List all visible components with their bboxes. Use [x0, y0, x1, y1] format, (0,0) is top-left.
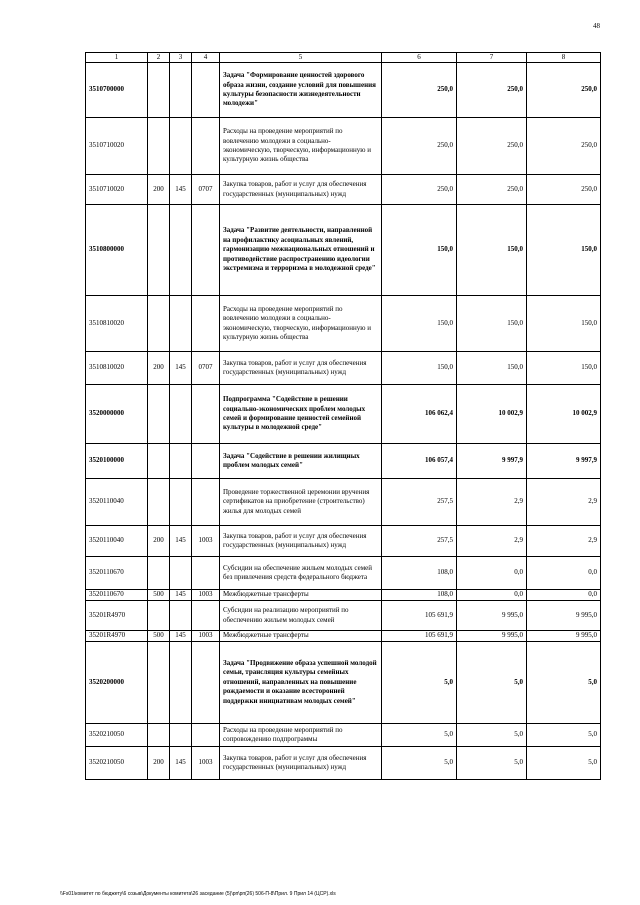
amount-2019-cell: 9 995,0: [457, 631, 527, 642]
description-cell: Закупка товаров, работ и услуг для обеспечения государственных (муниципальных) нужд: [220, 175, 382, 205]
description-cell: Закупка товаров, работ и услуг для обеспечения государственных (муниципальных) нужд: [220, 526, 382, 557]
description-cell: Межбюджетные трансферты: [220, 590, 382, 601]
table-header-row: [86, 53, 601, 63]
expense-type-cell: [148, 385, 170, 444]
expense-type-cell: 500: [148, 590, 170, 601]
expense-type-cell: [148, 444, 170, 479]
table-row: [86, 296, 601, 352]
amount-2020-cell: 250,0: [527, 63, 601, 118]
table-row: [86, 63, 601, 118]
amount-2018-cell: 5,0: [382, 747, 457, 780]
amount-2019-cell: 2,9: [457, 479, 527, 526]
amount-2018-cell: 150,0: [382, 296, 457, 352]
amount-2018-cell: 250,0: [382, 175, 457, 205]
administrator-cell: [170, 444, 192, 479]
code-cell: 3520000000: [86, 385, 148, 444]
page-number: 48: [593, 22, 600, 30]
expense-type-cell: [148, 63, 170, 118]
section-cell: [192, 385, 220, 444]
section-cell: [192, 63, 220, 118]
header-cell: 6: [382, 53, 457, 63]
description-cell: Субсидии на обеспечение жильем молодых семей без привлечения средств федерального бюджета: [220, 557, 382, 590]
amount-2020-cell: 250,0: [527, 175, 601, 205]
budget-table: [85, 52, 601, 780]
amount-2019-cell: 5,0: [457, 724, 527, 747]
amount-2019-cell: 10 002,9: [457, 385, 527, 444]
header-cell: 1: [86, 53, 148, 63]
section-cell: [192, 205, 220, 296]
table-row: [86, 444, 601, 479]
amount-2018-cell: 5,0: [382, 642, 457, 724]
administrator-cell: [170, 601, 192, 631]
code-cell: 3510710020: [86, 175, 148, 205]
administrator-cell: [170, 557, 192, 590]
description-cell: Задача "Развитие деятельности, направленной на профилактику асоциальных явлений, гармонизацию межнациональных отношений и противодействие распространению идеологии экстремизма и терроризма в молодежной среде": [220, 205, 382, 296]
code-cell: 35201R4970: [86, 631, 148, 642]
amount-2020-cell: 150,0: [527, 205, 601, 296]
amount-2019-cell: 250,0: [457, 118, 527, 175]
administrator-cell: [170, 118, 192, 175]
amount-2020-cell: 9 995,0: [527, 631, 601, 642]
administrator-cell: [170, 63, 192, 118]
administrator-cell: 145: [170, 526, 192, 557]
code-cell: 3520210050: [86, 747, 148, 780]
description-cell: Задача "Формирование ценностей здорового образа жизни, создание условий для повышения культуры безопасности жизнедеятельности молодежи": [220, 63, 382, 118]
amount-2019-cell: 0,0: [457, 557, 527, 590]
header-cell: 5: [220, 53, 382, 63]
administrator-cell: [170, 642, 192, 724]
administrator-cell: [170, 296, 192, 352]
amount-2020-cell: 0,0: [527, 590, 601, 601]
table-row: [86, 352, 601, 385]
administrator-cell: 145: [170, 590, 192, 601]
table-row: [86, 557, 601, 590]
amount-2020-cell: 2,9: [527, 479, 601, 526]
administrator-cell: 145: [170, 631, 192, 642]
table-row: [86, 590, 601, 601]
amount-2020-cell: 5,0: [527, 747, 601, 780]
code-cell: 3520110040: [86, 526, 148, 557]
code-cell: 3520110670: [86, 557, 148, 590]
amount-2020-cell: 250,0: [527, 118, 601, 175]
amount-2019-cell: 150,0: [457, 352, 527, 385]
table-row: [86, 385, 601, 444]
amount-2020-cell: 10 002,9: [527, 385, 601, 444]
section-cell: [192, 479, 220, 526]
section-cell: [192, 296, 220, 352]
amount-2018-cell: 257,5: [382, 526, 457, 557]
code-cell: 3520200000: [86, 642, 148, 724]
table-row: [86, 205, 601, 296]
section-cell: [192, 724, 220, 747]
amount-2020-cell: 9 997,9: [527, 444, 601, 479]
expense-type-cell: [148, 557, 170, 590]
section-cell: 1003: [192, 631, 220, 642]
description-cell: Задача "Продвижение образа успешной молодой семьи, трансляция культуры семейных отношений, направленных на повышение рождаемости и оказание всесторонней поддержки инициативам молодых семей": [220, 642, 382, 724]
table-row: [86, 479, 601, 526]
amount-2019-cell: 150,0: [457, 205, 527, 296]
table-row: [86, 642, 601, 724]
code-cell: 3510710020: [86, 118, 148, 175]
header-cell: 4: [192, 53, 220, 63]
table-row: [86, 118, 601, 175]
expense-type-cell: [148, 479, 170, 526]
amount-2018-cell: 105 691,9: [382, 631, 457, 642]
amount-2018-cell: 106 057,4: [382, 444, 457, 479]
table-row: [86, 601, 601, 631]
amount-2020-cell: 2,9: [527, 526, 601, 557]
expense-type-cell: [148, 118, 170, 175]
code-cell: 3510700000: [86, 63, 148, 118]
administrator-cell: [170, 205, 192, 296]
amount-2018-cell: 250,0: [382, 118, 457, 175]
amount-2019-cell: 0,0: [457, 590, 527, 601]
amount-2019-cell: 250,0: [457, 175, 527, 205]
code-cell: 3520100000: [86, 444, 148, 479]
section-cell: 1003: [192, 747, 220, 780]
section-cell: [192, 118, 220, 175]
administrator-cell: 145: [170, 352, 192, 385]
expense-type-cell: 200: [148, 352, 170, 385]
description-cell: Подпрограмма "Содействие в решении социально-экономических проблем молодых семей и формирование ценностей семейной культуры в молодежной среде": [220, 385, 382, 444]
amount-2020-cell: 9 995,0: [527, 601, 601, 631]
description-cell: Задача "Содействие в решении жилищных проблем молодых семей": [220, 444, 382, 479]
amount-2019-cell: 250,0: [457, 63, 527, 118]
code-cell: 35201R4970: [86, 601, 148, 631]
amount-2018-cell: 150,0: [382, 352, 457, 385]
table-row: [86, 526, 601, 557]
table-row: [86, 724, 601, 747]
amount-2018-cell: 257,5: [382, 479, 457, 526]
expense-type-cell: [148, 296, 170, 352]
amount-2018-cell: 5,0: [382, 724, 457, 747]
description-cell: Проведение торжественной церемонии вручения сертификатов на приобретение (строительство) жилья для молодых семей: [220, 479, 382, 526]
file-path-footer: \\Fs01\комитет по бюджету\6 созыв\Документы комитета\26 заседание (5)\рп\рп(26) 506-П-8\Прил. 9 Прил 14 (ЦСР).xls: [60, 891, 336, 897]
section-cell: [192, 642, 220, 724]
expense-type-cell: [148, 601, 170, 631]
description-cell: Расходы на проведение мероприятий по вовлечению молодежи в социально-экономическую, творческую, информационную и культурную жизнь общества: [220, 118, 382, 175]
amount-2018-cell: 108,0: [382, 557, 457, 590]
amount-2019-cell: 150,0: [457, 296, 527, 352]
amount-2019-cell: 2,9: [457, 526, 527, 557]
expense-type-cell: 500: [148, 631, 170, 642]
code-cell: 3520110040: [86, 479, 148, 526]
code-cell: 3520110670: [86, 590, 148, 601]
administrator-cell: [170, 385, 192, 444]
header-cell: 2: [148, 53, 170, 63]
section-cell: 0707: [192, 175, 220, 205]
amount-2020-cell: 150,0: [527, 352, 601, 385]
header-cell: 7: [457, 53, 527, 63]
amount-2018-cell: 150,0: [382, 205, 457, 296]
amount-2020-cell: 5,0: [527, 724, 601, 747]
expense-type-cell: 200: [148, 526, 170, 557]
amount-2018-cell: 108,0: [382, 590, 457, 601]
administrator-cell: [170, 479, 192, 526]
administrator-cell: 145: [170, 175, 192, 205]
amount-2020-cell: 150,0: [527, 296, 601, 352]
expense-type-cell: 200: [148, 747, 170, 780]
header-cell: 8: [527, 53, 601, 63]
description-cell: Закупка товаров, работ и услуг для обеспечения государственных (муниципальных) нужд: [220, 747, 382, 780]
section-cell: 1003: [192, 526, 220, 557]
administrator-cell: 145: [170, 747, 192, 780]
section-cell: 0707: [192, 352, 220, 385]
table-row: [86, 747, 601, 780]
table-row: [86, 631, 601, 642]
code-cell: 3510800000: [86, 205, 148, 296]
amount-2019-cell: 5,0: [457, 642, 527, 724]
description-cell: Субсидии на реализацию мероприятий по обеспечению жильем молодых семей: [220, 601, 382, 631]
description-cell: Закупка товаров, работ и услуг для обеспечения государственных (муниципальных) нужд: [220, 352, 382, 385]
amount-2019-cell: 9 995,0: [457, 601, 527, 631]
description-cell: Расходы на проведение мероприятий по вовлечению молодежи в социально-экономическую, творческую, информационную и культурную жизнь общества: [220, 296, 382, 352]
expense-type-cell: [148, 205, 170, 296]
table-row: [86, 175, 601, 205]
section-cell: [192, 601, 220, 631]
description-cell: Межбюджетные трансферты: [220, 631, 382, 642]
expense-type-cell: [148, 724, 170, 747]
expense-type-cell: 200: [148, 175, 170, 205]
description-cell: Расходы на проведение мероприятий по сопровождению подпрограммы: [220, 724, 382, 747]
code-cell: 3510810020: [86, 352, 148, 385]
section-cell: [192, 444, 220, 479]
amount-2020-cell: 5,0: [527, 642, 601, 724]
section-cell: [192, 557, 220, 590]
amount-2018-cell: 106 062,4: [382, 385, 457, 444]
code-cell: 3520210050: [86, 724, 148, 747]
amount-2020-cell: 0,0: [527, 557, 601, 590]
amount-2018-cell: 105 691,9: [382, 601, 457, 631]
amount-2019-cell: 9 997,9: [457, 444, 527, 479]
amount-2018-cell: 250,0: [382, 63, 457, 118]
header-cell: 3: [170, 53, 192, 63]
code-cell: 3510810020: [86, 296, 148, 352]
expense-type-cell: [148, 642, 170, 724]
administrator-cell: [170, 724, 192, 747]
amount-2019-cell: 5,0: [457, 747, 527, 780]
section-cell: 1003: [192, 590, 220, 601]
